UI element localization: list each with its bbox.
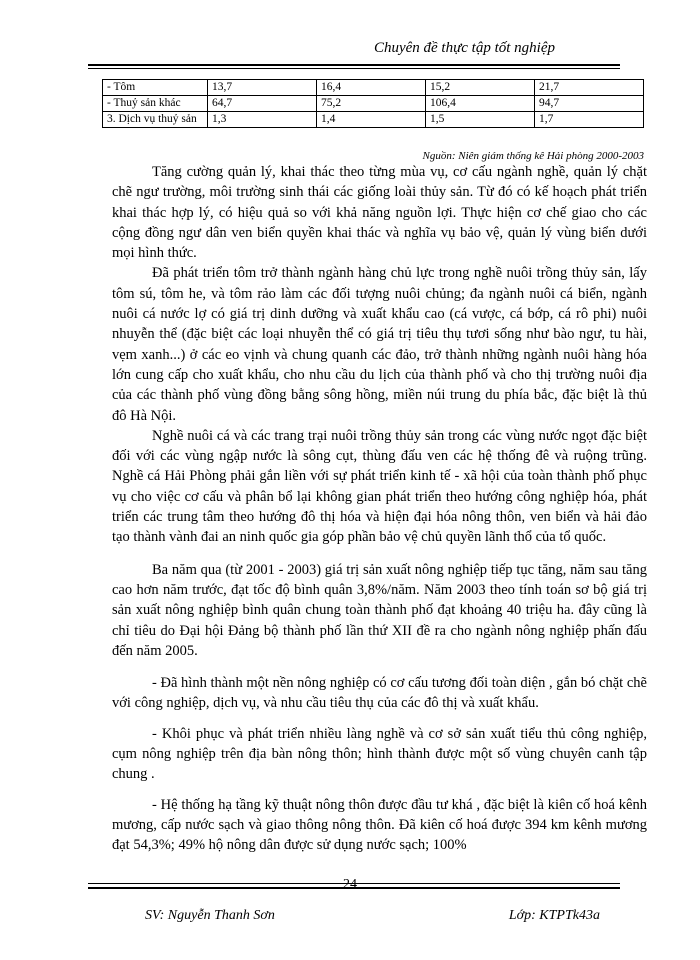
page-number: 24: [343, 877, 357, 892]
table-cell: 94,7: [535, 96, 644, 112]
footer-class: Lớp: KTPTk43a: [508, 908, 600, 923]
paragraph: Nghề nuôi cá và các trang trại nuôi trồng thủy sản trong các vùng nước ngọt đặc biệt đối với các vùng ngập nước là sông cụt, thùng đấu ven các hệ thống đê và ruộng trũng. Nghề cá Hải Phòng phải gắn liền với sự phát triển kinh tế - xã hội của toàn thành phố phục vụ cho việc cơ cấu và phân bổ lại không gian phát triển theo hướng công nghiệp hóa, phát triển các trung tâm theo hướng đô thị hóa và hiện đại hóa nông thôn, ven biển và hải đảo tạo thành vành đai an ninh quốc gia góp phần bảo vệ chủ quyền lãnh thổ của tổ quốc.: [112, 427, 647, 546]
header-rule: [88, 64, 620, 66]
table-cell: 1,3: [208, 112, 317, 128]
table-cell: 64,7: [208, 96, 317, 112]
table-cell: 1,4: [317, 112, 426, 128]
table-cell: - Thuỷ sản khác: [103, 96, 208, 112]
table-cell: 15,2: [426, 80, 535, 96]
header-rule-thin: [88, 68, 620, 69]
paragraph: - Hệ thống hạ tầng kỹ thuật nông thôn được đầu tư khá , đặc biệt là kiên cố hoá kênh mương, cấp nước sạch và giao thông nông thôn. Đã kiên cố hoá được 394 km kênh mương đạt 54,3%; 49% hộ nông dân được sử dụng nước sạch; 100%: [112, 796, 647, 854]
table-cell: 106,4: [426, 96, 535, 112]
table-cell: 1,5: [426, 112, 535, 128]
table-cell: 3. Dịch vụ thuỷ sản: [103, 112, 208, 128]
paragraph: Tăng cường quản lý, khai thác theo từng mùa vụ, cơ cấu ngành nghề, quản lý chặt chẽ ngư trường, môi trường sinh thái các giống loài thủy sản. Từ đó có kế hoạch phát triển khai thác hợp lý, có hiệu quả so với khả năng nguồn lợi. Thực hiện cơ chế giao cho các cộng đồng ngư dân ven biển quyền khai thác và nghĩa vụ bảo vệ, quản lý vùng biển dưới mọi hình thức.: [112, 164, 647, 262]
table-row: [103, 112, 644, 128]
table-cell: - Tôm: [103, 80, 208, 96]
table-row: [103, 96, 644, 112]
header-title: Chuyên đề thực tập tốt nghiệp: [373, 40, 555, 56]
footer-author: SV: Nguyễn Thanh Sơn: [145, 908, 275, 923]
table-cell: 1,7: [535, 112, 644, 128]
paragraph: - Đã hình thành một nền nông nghiệp có cơ cấu tương đối toàn diện , gắn bó chặt chẽ với công nghiệp, dịch vụ, và nhu cầu tiêu thụ của các đô thị và xuất khẩu.: [112, 675, 647, 712]
table-cell: 16,4: [317, 80, 426, 96]
table-row: [103, 80, 644, 96]
data-table: [102, 79, 644, 128]
paragraph: Ba năm qua (từ 2001 - 2003) giá trị sản xuất nông nghiệp tiếp tục tăng, năm sau tăng cao hơn năm trước, đạt tốc độ bình quân 3,8%/năm. Năm 2003 theo tính toán sơ bộ giá trị sản xuất nông nghiệp bình quân chung toàn thành phố đạt khoảng 40 triệu ha. đây cũng là chỉ tiêu do Đại hội Đảng bộ thành phố lần thứ XII đề ra cho ngành nông nghiệp phấn đấu đến năm 2005.: [112, 561, 647, 659]
body-text: [112, 162, 647, 856]
paragraph: Đã phát triển tôm trở thành ngành hàng chủ lực trong nghề nuôi trồng thủy sản, lấy tôm sú, tôm he, và tôm rảo làm các đối tượng nuôi chủng; đa ngành nuôi cá biển, ngành nuôi cá nước lợ có giá trị dinh dưỡng và xuất khẩu cao (cá vược, cá bớp, cá rô phi) nuôi nhuyễn thể (đặc biệt các loại nhuyễn thể có giá trị tiêu thụ tươi sống như bào ngư, tu hài, vẹm xanh...) ở các eo vịnh và chung quanh các đảo, trở thành những ngành nuôi hàng hóa lớn cung cấp cho xuất khẩu, cho nhu cầu du lịch của thành phố và cho thị trường nuôi địa của các thành phố vùng đồng bằng sông hồng, miền núi trung du phía bắc, đặc biệt là thủ đô Hà Nội.: [112, 265, 647, 424]
paragraph: - Khôi phục và phát triển nhiều làng nghề và cơ sở sản xuất tiểu thủ công nghiệp, cụm nông nghiệp trên địa bàn nông thôn; hình thành được một số vùng chuyên canh tập chung .: [112, 725, 647, 783]
table-cell: 21,7: [535, 80, 644, 96]
table-cell: 75,2: [317, 96, 426, 112]
table-cell: 13,7: [208, 80, 317, 96]
source-note: Nguồn: Niên giám thống kê Hải phòng 2000-2003: [422, 150, 644, 162]
